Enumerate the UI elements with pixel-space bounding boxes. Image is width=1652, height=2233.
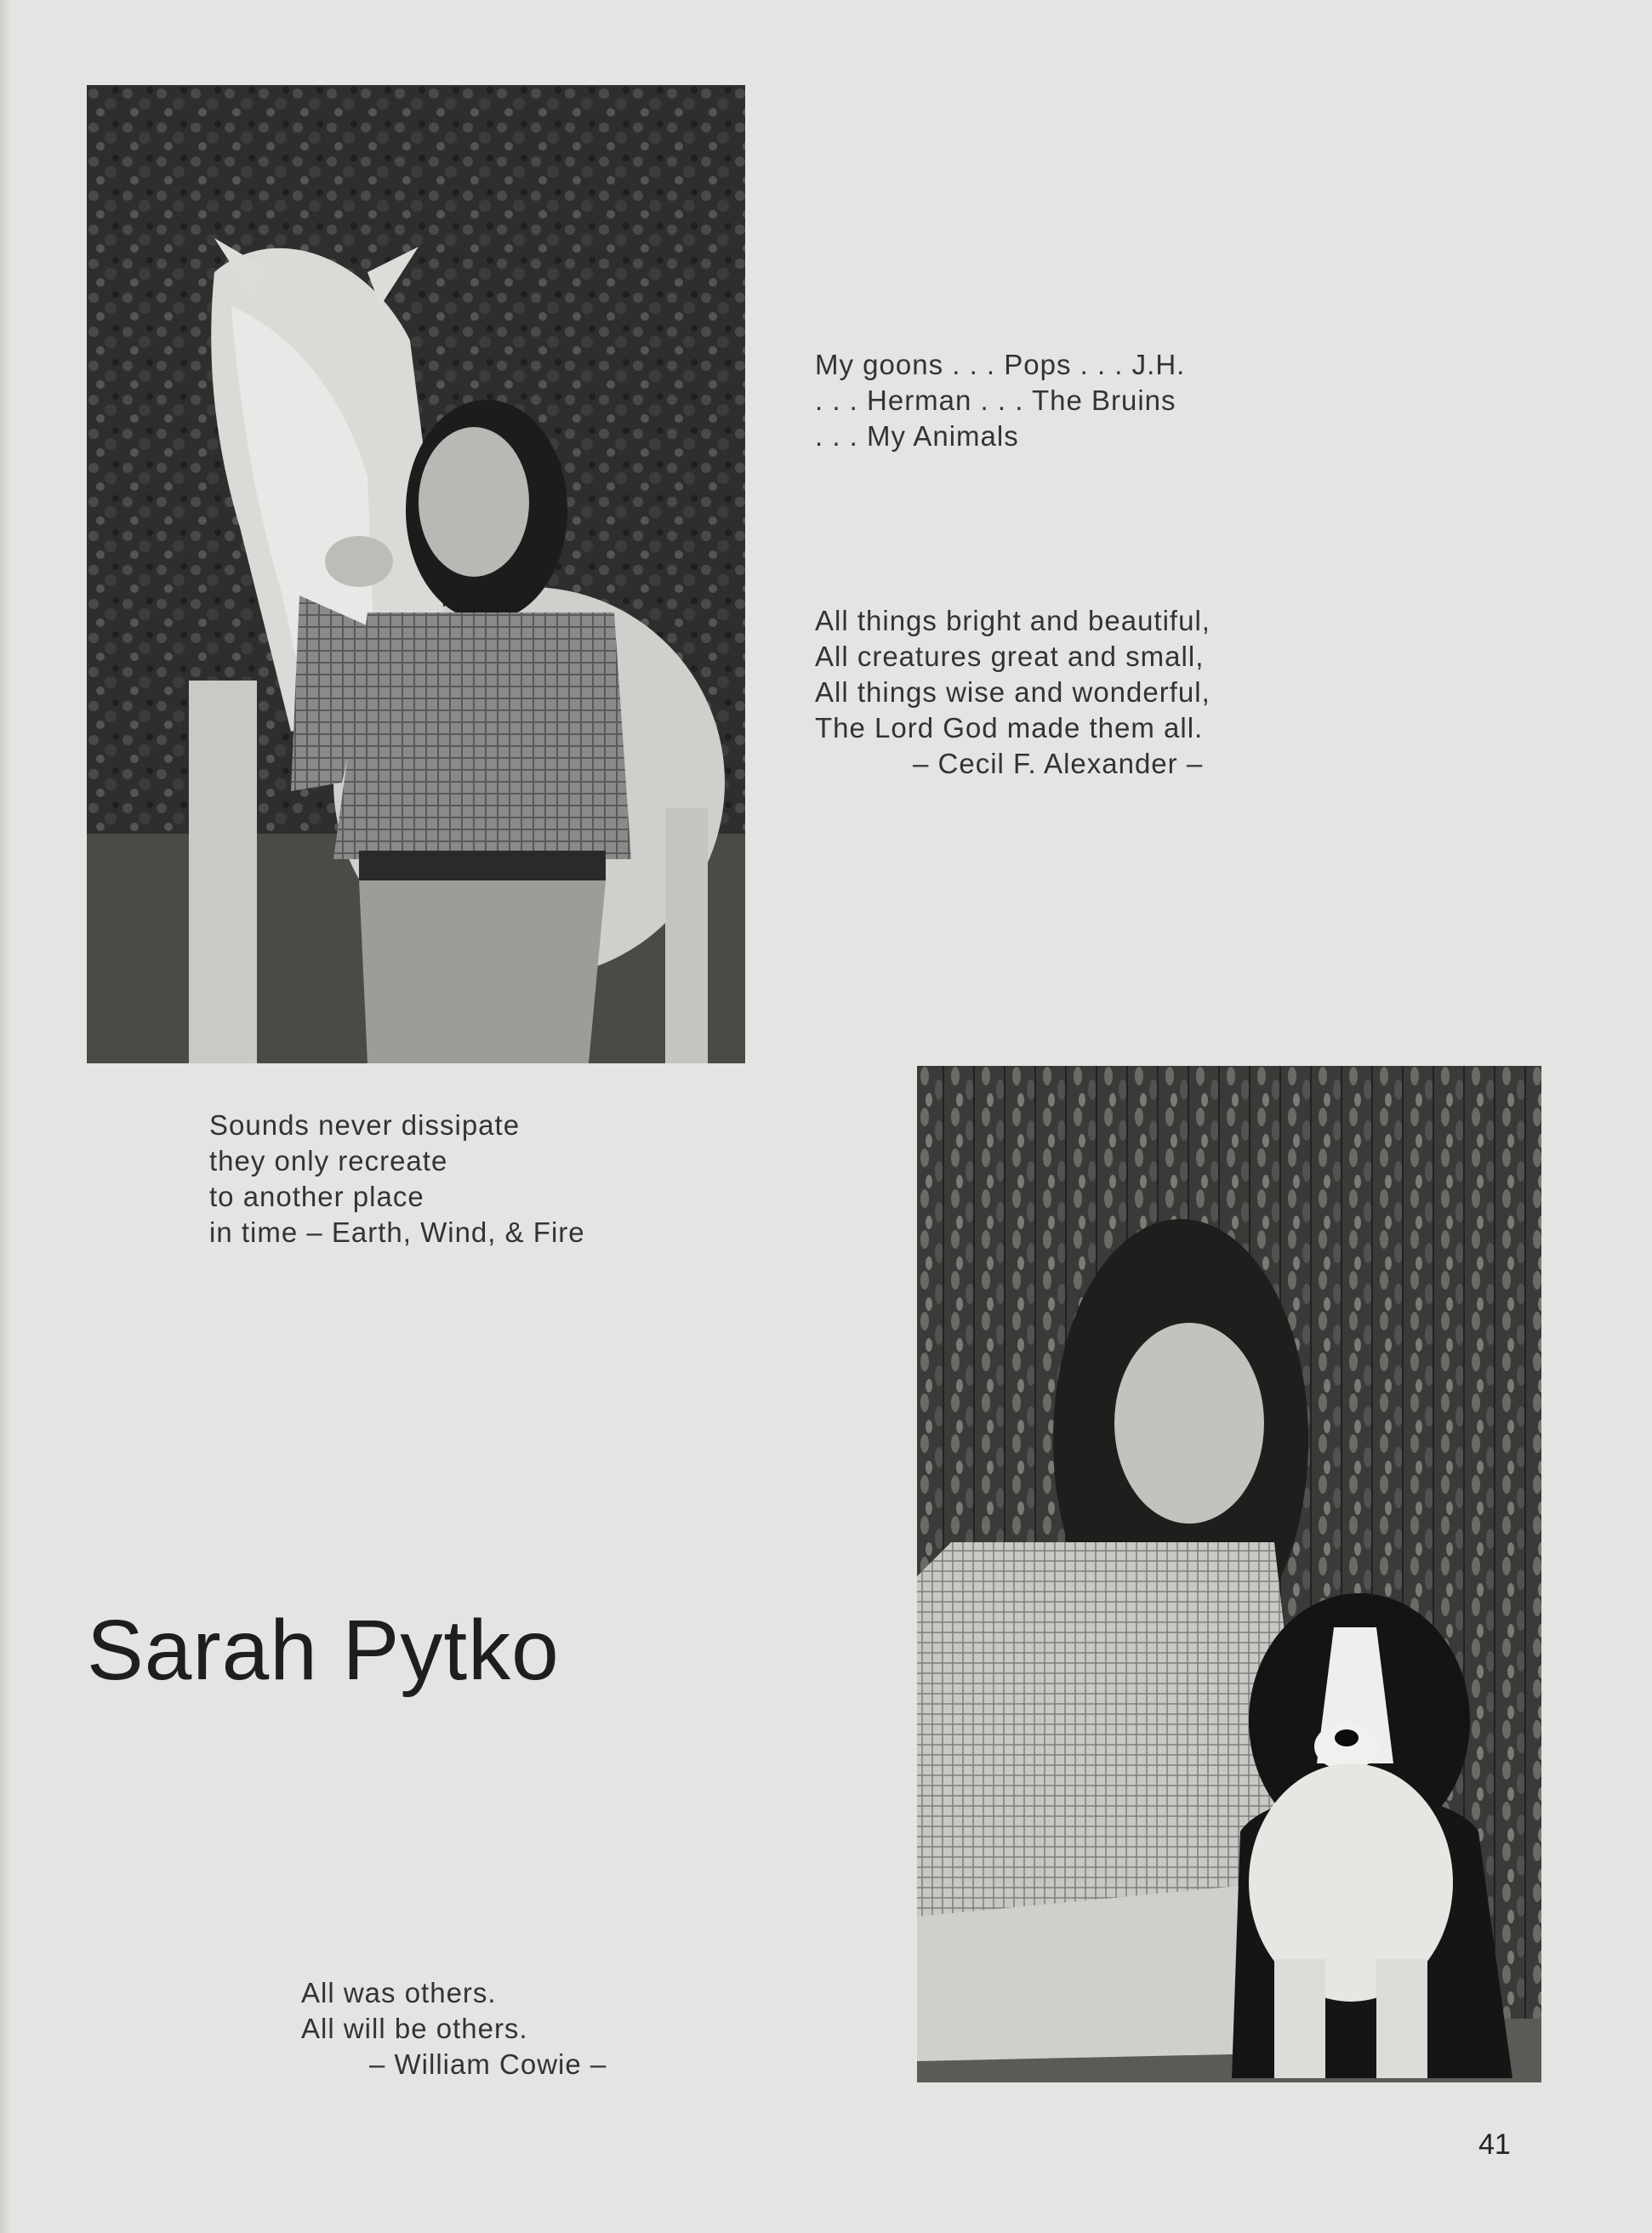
quote-left — [209, 1108, 585, 1250]
quote-top-right — [815, 347, 1185, 454]
student-name: Sarah Pytko — [87, 1603, 560, 1698]
page-number: 41 — [1478, 2128, 1511, 2161]
poem-attribution: – Cecil F. Alexander – — [913, 748, 1204, 779]
quote-attribution: – William Cowie – — [369, 2048, 607, 2080]
quote-line: . . . My Animals — [815, 420, 1019, 452]
horse-photo-illustration — [87, 85, 745, 1063]
poem-line: The Lord God made them all. — [815, 712, 1204, 743]
quote-line: My goons . . . Pops . . . J.H. — [815, 349, 1186, 380]
quote-line: they only recreate — [209, 1145, 448, 1176]
quote-line: in time – Earth, Wind, & Fire — [209, 1216, 585, 1248]
quote-line: to another place — [209, 1181, 424, 1212]
page-spine-shadow — [0, 0, 12, 2233]
poem-line: All things bright and beautiful, — [815, 605, 1211, 636]
quote-line: All will be others. — [301, 2013, 528, 2044]
quote-poem — [815, 603, 1211, 782]
poem-line: All creatures great and small, — [815, 641, 1205, 672]
quote-bottom — [301, 1975, 607, 2082]
quote-line: Sounds never dissipate — [209, 1109, 521, 1141]
quote-line: . . . Herman . . . The Bruins — [815, 385, 1176, 416]
quote-line: All was others. — [301, 1977, 497, 2008]
puppy-photo-illustration — [917, 1066, 1541, 2082]
photo-girl-with-puppy — [917, 1066, 1541, 2082]
photo-girl-with-horse — [87, 85, 745, 1063]
poem-line: All things wise and wonderful, — [815, 676, 1211, 708]
